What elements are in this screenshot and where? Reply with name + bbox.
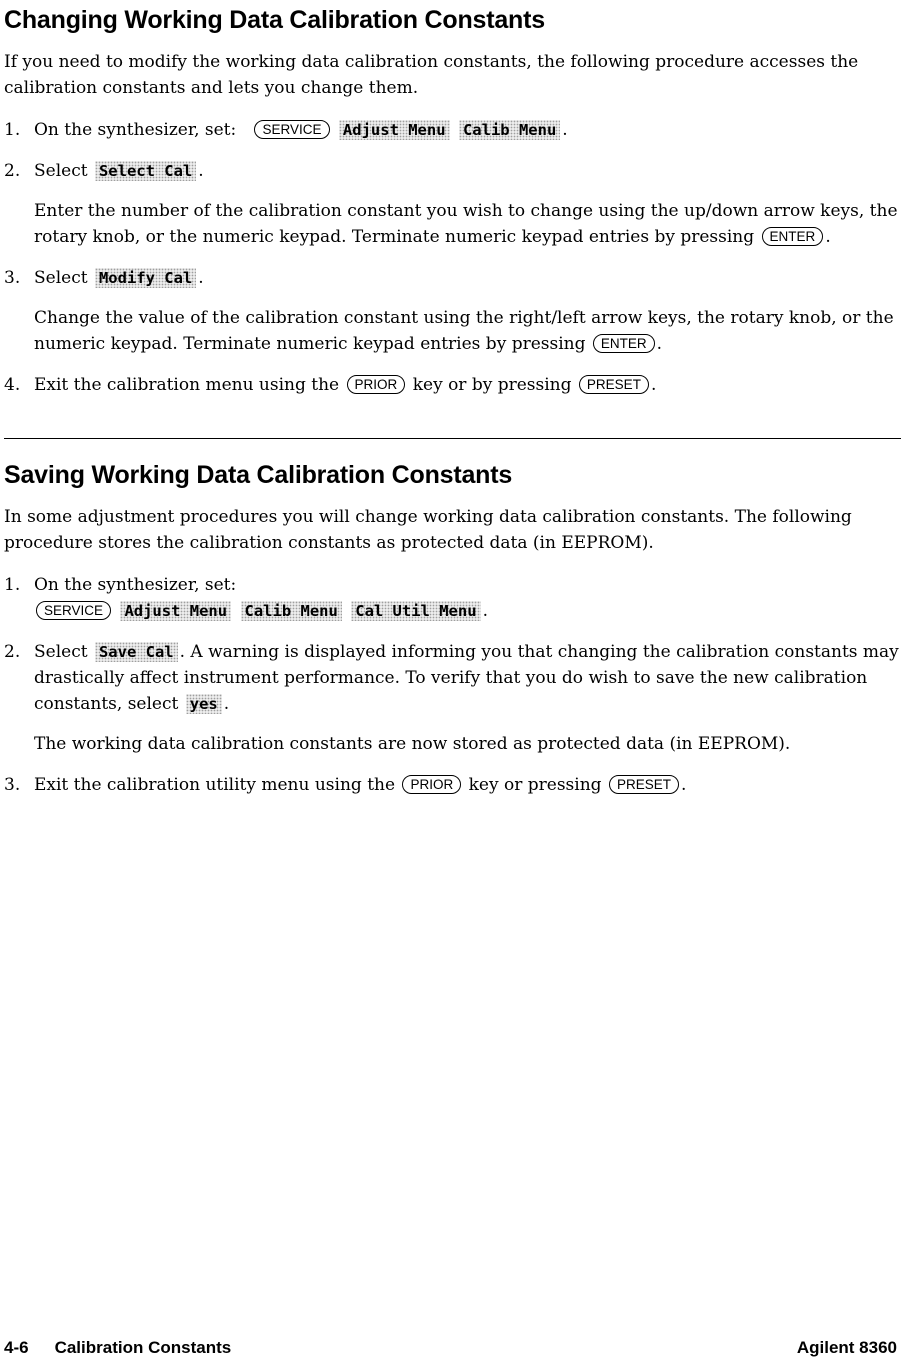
- service-keycap: SERVICE: [36, 601, 111, 620]
- section2-step-3: [4, 772, 901, 798]
- step-body: [34, 772, 901, 798]
- footer-chapter-title: Calibration Constants: [54, 1338, 232, 1357]
- step-number: 4.: [4, 375, 21, 395]
- section2-step-2: [4, 639, 901, 757]
- preset-keycap: PRESET: [609, 775, 679, 794]
- section-divider: [4, 438, 901, 439]
- step-text: . A warning is displayed informing you that changing the calibration constants may drastically affect instrument performance. To verify that you do wish to save the new calibration constants, select: [34, 642, 899, 714]
- step-number: 1.: [4, 120, 21, 140]
- step-number: 3.: [4, 268, 21, 288]
- step-line: [34, 158, 901, 184]
- step-body: [34, 639, 901, 757]
- step-text: .: [656, 334, 663, 354]
- footer-product-title: Agilent 8360: [796, 1338, 897, 1357]
- step-text: Exit the calibration utility menu using the: [34, 775, 396, 795]
- calib-menu-softkey: Calib Menu: [241, 601, 342, 621]
- preset-keycap: PRESET: [579, 375, 649, 394]
- step-text: .: [650, 375, 657, 395]
- step-body: [34, 117, 901, 143]
- step-paragraph: The working data calibration constants are now stored as protected data (in EEPROM).: [34, 734, 791, 754]
- step-number: 3.: [4, 775, 21, 795]
- step-text: .: [198, 268, 204, 288]
- section-title-changing: Changing Working Data Calibration Constants: [4, 6, 545, 34]
- calib-menu-softkey: Calib Menu: [459, 120, 560, 140]
- step-body: [34, 158, 901, 250]
- step-body: [34, 265, 901, 357]
- step-text: key or pressing: [468, 775, 602, 795]
- yes-softkey: yes: [186, 694, 222, 714]
- modify-cal-softkey: Modify Cal: [95, 268, 196, 288]
- section2-intro: In some adjustment procedures you will change working data calibration constants. The following procedure stores the calibration constants as protected data (in EEPROM).: [4, 507, 852, 553]
- step-paragraph: [34, 305, 901, 357]
- step-line: [34, 639, 901, 717]
- page-number: 4-6: [4, 1338, 29, 1357]
- prior-keycap: PRIOR: [347, 375, 406, 394]
- step-text: Change the value of the calibration constant using the right/left arrow keys, the rotary knob, or the numeric keypad. Terminate numeric keypad entries by pressing: [34, 308, 894, 354]
- service-keycap: SERVICE: [254, 120, 329, 139]
- step-text: On the synthesizer, set:: [34, 120, 237, 140]
- step-body: [34, 372, 901, 398]
- footer-left: [4, 1338, 231, 1358]
- step-text: .: [825, 227, 831, 247]
- step-text: .: [562, 120, 568, 140]
- step-text: key or by pressing: [412, 375, 572, 395]
- section1-step-2: [4, 158, 901, 250]
- step-text: Exit the calibration menu using the: [34, 375, 340, 395]
- cal-util-menu-softkey: Cal Util Menu: [351, 601, 480, 621]
- step-text: .: [198, 161, 204, 181]
- page-footer: [4, 1338, 897, 1358]
- section1-step-4: [4, 372, 901, 398]
- select-cal-softkey: Select Cal: [95, 161, 196, 181]
- step-number: 1.: [4, 575, 21, 595]
- step-text: Select: [34, 161, 88, 181]
- step-line: [34, 598, 901, 624]
- step-line: [34, 265, 901, 291]
- step-number: 2.: [4, 642, 21, 662]
- step-text: Select: [34, 268, 88, 288]
- step-number: 2.: [4, 161, 21, 181]
- save-cal-softkey: Save Cal: [95, 642, 178, 662]
- step-text: .: [482, 601, 488, 621]
- section1-step-3: [4, 265, 901, 357]
- step-paragraph: [34, 198, 901, 250]
- step-text: .: [680, 775, 687, 795]
- step-line: On the synthesizer, set:: [34, 575, 237, 595]
- section1-step-1: [4, 117, 901, 143]
- step-body: [34, 572, 901, 624]
- adjust-menu-softkey: Adjust Menu: [120, 601, 231, 621]
- enter-keycap: ENTER: [593, 334, 655, 353]
- prior-keycap: PRIOR: [402, 775, 461, 794]
- step-text: Select: [34, 642, 88, 662]
- section2-step-1: [4, 572, 901, 624]
- adjust-menu-softkey: Adjust Menu: [339, 120, 450, 140]
- section1-intro: If you need to modify the working data calibration constants, the following procedure accesses the calibration constants and lets you change them.: [4, 52, 859, 98]
- step-text: Enter the number of the calibration constant you wish to change using the up/down arrow keys, the rotary knob, or the numeric keypad. Terminate numeric keypad entries by pressing: [34, 201, 898, 247]
- section-title-saving: Saving Working Data Calibration Constants: [4, 461, 513, 489]
- enter-keycap: ENTER: [762, 227, 824, 246]
- step-text: .: [223, 694, 230, 714]
